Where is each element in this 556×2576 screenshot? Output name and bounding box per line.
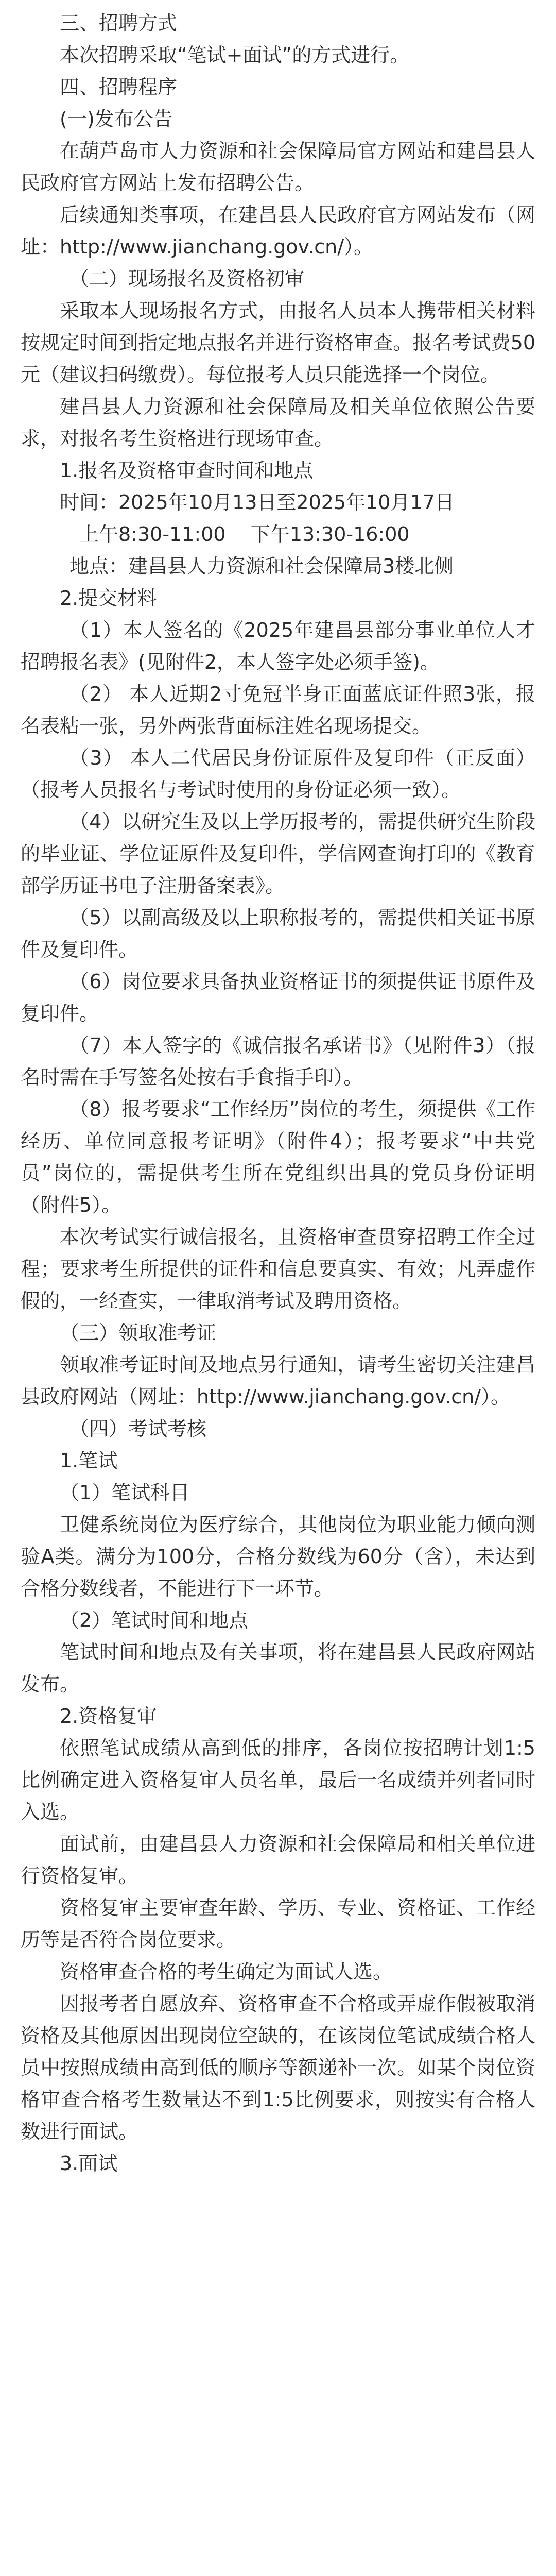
sub-item-heading: （2）笔试时间和地点	[60, 1609, 249, 1632]
paragraph: 因报考者自愿放弃、资格审查不合格或弄虚作假被取消资格及其他原因出现岗位空缺的，在该岗位笔试成绩合格人员中按照成绩由高到低的顺序等额递补一次。如某个岗位资格审查合格考生数量达不到1:5比例要求，则按实有合格人数进行面试。	[21, 1992, 535, 2143]
section-heading: 三、招聘方式	[60, 12, 178, 35]
material-item: （4）以研究生及以上学历报考的，需提供研究生阶段的毕业证、学位证原件及复印件，学信网查询打印的《教育部学历证书电子注册备案表》。	[21, 810, 535, 897]
item-heading: 1.笔试	[60, 1449, 118, 1472]
material-item: （1）本人签名的《2025年建昌县部分事业单位人才招聘报名表》(见附件2，本人签字处必须手签)。	[21, 619, 535, 673]
paragraph: 卫健系统岗位为医疗综合，其他岗位为职业能力倾向测验A类。满分为100分，合格分数线为60分（含），未达到合格分数线者，不能进行下一环节。	[21, 1513, 535, 1600]
sub-item-heading: （1）笔试科目	[60, 1481, 190, 1504]
paragraph: 笔试时间和地点及有关事项，将在建昌县人民政府网站发布。	[21, 1641, 535, 1696]
paragraph: 资格复审主要审查年龄、学历、专业、资格证、工作经历等是否符合岗位要求。	[21, 1896, 535, 1951]
material-item: （7）本人签字的《诚信报名承诺书》（见附件3）（报名时需在手写签名处按右手食指手印）。	[21, 1034, 535, 1089]
paragraph: 面试前，由建昌县人力资源和社会保障局和相关单位进行资格复审。	[21, 1833, 535, 1887]
item-heading: 1.报名及资格审查时间和地点	[60, 459, 314, 482]
material-item: （5）以副高级及以上职称报考的，需提供相关证书原件及复印件。	[21, 906, 535, 961]
paragraph: 依照笔试成绩从高到低的排序，各岗位按招聘计划1:5比例确定进入资格复审人员名单，最后一名成绩并列者同时入选。	[21, 1737, 535, 1823]
time-hours: 上午8:30-11:00 下午13:30-16:00	[79, 523, 410, 546]
section-heading: 四、招聘程序	[60, 76, 178, 98]
material-item: （8）报考要求“工作经历”岗位的考生，须提供《工作经历、单位同意报考证明》（附件4）；报考要求“中共党员”岗位的，需提供考生所在党组织出具的党员身份证明（附件5）。	[21, 1098, 535, 1216]
paragraph: 资格审查合格的考生确定为面试人选。	[60, 1960, 393, 1983]
paragraph: 在葫芦岛市人力资源和社会保障局官方网站和建昌县人民政府官方网站上发布招聘公告。	[21, 140, 535, 194]
item-heading: 2.提交材料	[60, 587, 157, 609]
subsection-heading: （二）现场报名及资格初审	[70, 267, 305, 290]
paragraph: 本次考试实行诚信报名，且资格审查贯穿招聘工作全过程；要求考生所提供的证件和信息要真实、有效；凡弄虚作假的，一经查实，一律取消考试及聘用资格。	[21, 1226, 535, 1312]
time-line: 时间：2025年10月13日至2025年10月17日	[60, 491, 455, 514]
paragraph: 本次招聘采取“笔试+面试”的方式进行。	[60, 44, 410, 66]
paragraph: 采取本人现场报名方式，由报名人员本人携带相关材料按规定时间到指定地点报名并进行资格审查。报名考试费50元（建议扫码缴费）。每位报考人员只能选择一个岗位。	[21, 299, 535, 386]
material-item: （3） 本人二代居民身份证原件及复印件（正反面）（报考人员报名与考试时使用的身份证必须一致）。	[21, 747, 535, 801]
paragraph: 建昌县人力资源和社会保障局及相关单位依照公告要求，对报名考生资格进行现场审查。	[21, 395, 535, 450]
item-heading: 3.面试	[60, 2152, 118, 2175]
location-line: 地点：建昌县人力资源和社会保障局3楼北侧	[70, 555, 454, 578]
material-item: （6）岗位要求具备执业资格证书的须提供证书原件及复印件。	[21, 970, 535, 1025]
subsection-heading: （四）考试考核	[70, 1417, 207, 1440]
item-heading: 2.资格复审	[60, 1705, 157, 1727]
paragraph-with-url: 领取准考证时间及地点另行通知，请考生密切关注建昌县政府网站（网址：http://www.jianchang.gov.cn/）。	[21, 1353, 535, 1408]
paragraph-with-url: 后续通知类事项，在建昌县人民政府官方网站发布（网址：http://www.jianchang.gov.cn/）。	[21, 204, 535, 258]
subsection-heading: (一)发布公告	[60, 108, 173, 130]
subsection-heading: （三）领取准考证	[60, 1321, 217, 1344]
material-item: （2） 本人近期2寸免冠半身正面蓝底证件照3张，报名表粘一张，另外两张背面标注姓名现场提交。	[21, 683, 535, 737]
